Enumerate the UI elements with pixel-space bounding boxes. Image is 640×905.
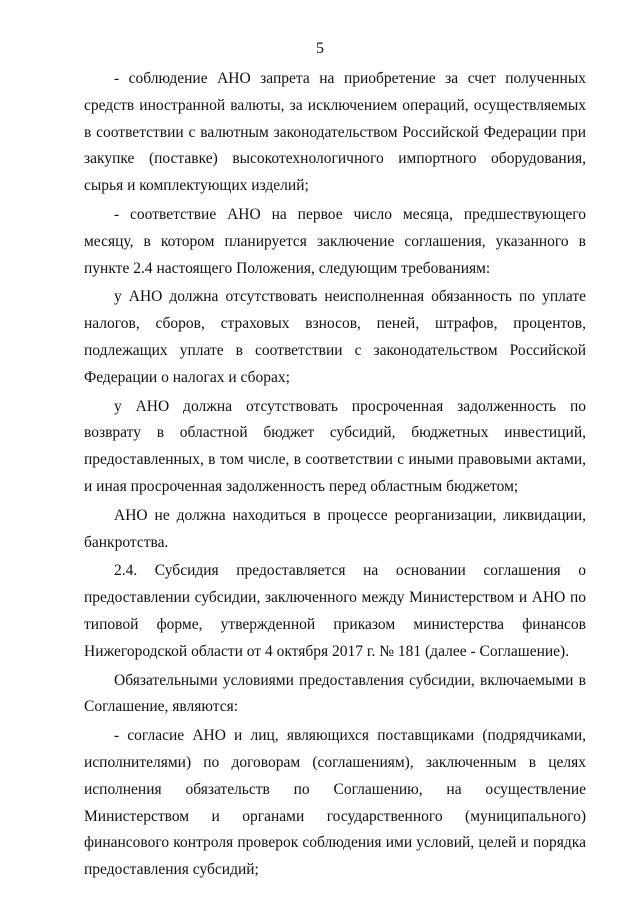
paragraph-no-tax-debt: у АНО должна отсутствовать неисполненная обязанность по уплате налогов, сборов, страховых взносов, пеней, штрафов, процентов, подлежащих уплате в соответствии с законодательством Российской Федерации о налогах и сборах; <box>84 288 586 386</box>
paragraph-no-reorganization: АНО не должна находиться в процессе реорганизации, ликвидации, банкротства. <box>84 506 586 551</box>
document-body <box>84 66 586 886</box>
paragraph-no-overdue-debt: у АНО должна отсутствовать просроченная задолженность по возврату в областной бюджет субсидий, бюджетных инвестиций, предоставленных, в том числе, в соответствии с иными правовыми актами, и иная просроченная задолженность перед областным бюджетом; <box>84 397 586 495</box>
paragraph-currency-restriction: - соблюдение АНО запрета на приобретение за счет полученных средств иностранной валюты, за исключением операций, осуществляемых в соответствии с валютным законодательством Российской Федерации при закупке (поставке) высокотехнологичного импортного оборудования, сырья и комплектующих изделий; <box>84 70 586 195</box>
paragraph-requirements-intro: - соответствие АНО на первое число месяца, предшествующего месяцу, в котором планируется заключение соглашения, указанного в пункте 2.4 настоящего Положения, следующим требованиям: <box>84 205 586 277</box>
paragraph-mandatory-conditions: Обязательными условиями предоставления субсидии, включаемыми в Соглашение, являются: <box>84 671 586 716</box>
page-number: 5 <box>316 40 324 57</box>
paragraph-section-2-4: 2.4. Субсидия предоставляется на основании соглашения о предоставлении субсидии, заключенного между Министерством и АНО по типовой форме, утвержденной приказом министерства финансов Нижегородской области от 4 октября 2017 г. № 181 (далее - Соглашение). <box>84 562 586 660</box>
paragraph-control-consent: - согласие АНО и лиц, являющихся поставщиками (подрядчиками, исполнителями) по договорам (соглашениям), заключенным в целях исполнения обязательств по Соглашению, на осуществление Министерством и органами государственного (муниципального) финансового контроля проверок соблюдения ими условий, целей и порядка предоставления субсидий; <box>84 727 586 879</box>
